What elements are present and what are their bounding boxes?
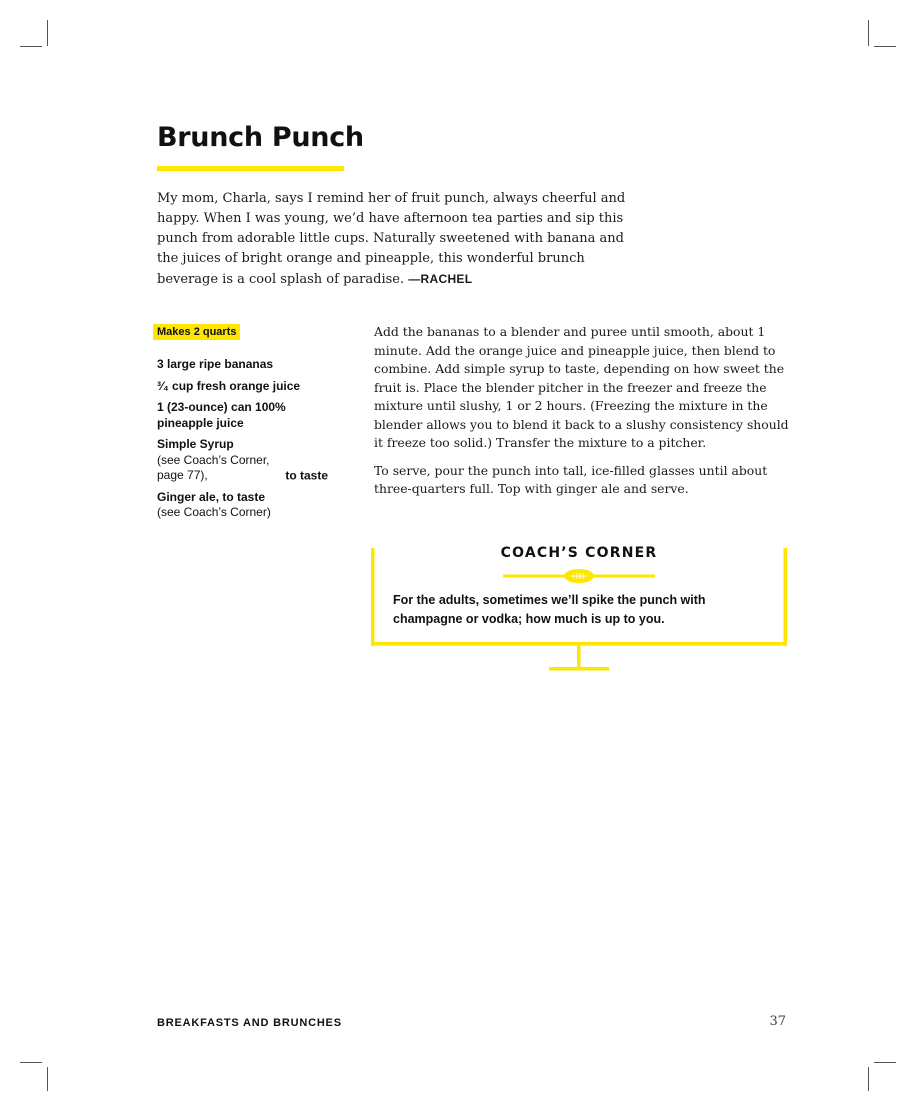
page-number: 37 <box>769 1014 786 1029</box>
goalpost-crossbar <box>371 642 787 646</box>
crop-mark <box>47 1067 48 1091</box>
ingredient-item <box>157 357 337 373</box>
crop-mark <box>874 46 896 47</box>
direction-step: To serve, pour the punch into tall, ice-filled glasses until about three-quarters full. Top with ginger ale and serve. <box>374 462 768 496</box>
goalpost-base <box>549 667 609 671</box>
crop-mark <box>874 1062 896 1063</box>
recipe-intro <box>157 189 627 290</box>
ingredient-list <box>157 357 337 527</box>
title-underline <box>157 166 344 171</box>
ingredient-name: ³⁄₄ cup fresh orange juice <box>157 378 301 393</box>
football-icon <box>564 569 594 583</box>
goalpost-left-upright <box>371 548 375 646</box>
intro-signature: —RACHEL <box>408 272 473 286</box>
goalpost-post <box>577 645 581 670</box>
ingredient-amount: to taste <box>285 468 329 482</box>
ingredient-item <box>157 490 337 521</box>
crop-mark <box>20 46 42 47</box>
ingredient-name: Ginger ale, to taste <box>157 489 266 504</box>
ingredient-name: 3 large ripe bananas <box>157 357 274 371</box>
ingredient-name: 1 (23-ounce) can 100% pineapple juice <box>157 400 286 430</box>
crop-mark <box>47 20 48 46</box>
ingredient-item <box>157 379 337 395</box>
direction-step: Add the bananas to a blender and puree until smooth, about 1 minute. Add the orange juice and pineapple juice, then blend to combine. Add simple syrup to taste, depending on how sweet the fruit is. Place the blender pitcher in the freezer and freeze the mixture until slushy, 1 or 2 hours. (Freezing the mixture in the blender allows you to blend it back to a slushy consistency should it freeze too solid.) Transfer the mixture to a pitcher. <box>374 324 789 450</box>
ingredient-note: (see Coach’s Corner, page 77), <box>157 452 270 482</box>
ingredient-item <box>157 437 337 484</box>
coach-corner-text: For the adults, sometimes we’ll spike the punch with champagne or vodka; how much is up to you. <box>393 593 706 626</box>
crop-mark <box>868 20 869 46</box>
recipe-title: Brunch Punch <box>157 122 364 153</box>
intro-text: My mom, Charla, says I remind her of fruit punch, always cheerful and happy. When I was young, we’d have afternoon tea parties and sip this punch from adorable little cups. Naturally sweetened with banana and the juices of bright orange and pineapple, this wonderful brunch beverage is a cool splash of paradise. <box>157 191 626 287</box>
crop-mark <box>20 1062 42 1063</box>
yield-badge: Makes 2 quarts <box>153 324 240 340</box>
recipe-directions <box>374 323 790 508</box>
footer-section-title: BREAKFASTS AND BRUNCHES <box>157 1017 342 1029</box>
coach-corner-title: COACH’S CORNER <box>500 545 658 561</box>
crop-mark <box>868 1067 869 1091</box>
ingredient-note: (see Coach’s Corner) <box>157 505 271 519</box>
goalpost-right-upright <box>784 548 788 646</box>
ingredient-item <box>157 400 337 431</box>
ingredient-name: Simple Syrup <box>157 437 234 451</box>
